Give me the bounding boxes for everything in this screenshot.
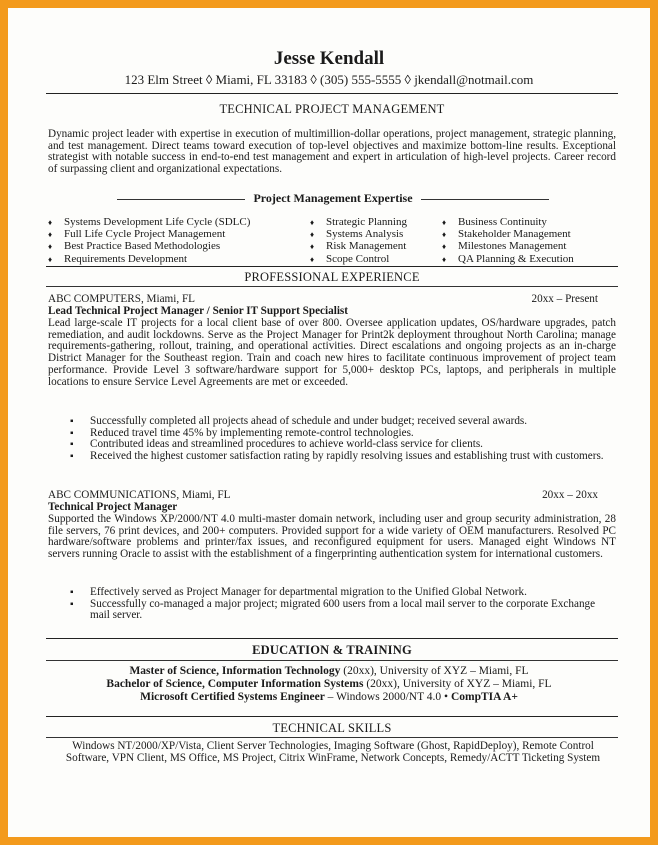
experience-rule-top: [46, 266, 618, 267]
job1-title: Lead Technical Project Manager / Senior IT Support Specialist: [48, 304, 349, 317]
expertise-right-rule: [421, 199, 549, 200]
job1-dates: 20xx – Present: [531, 293, 598, 305]
achievement-item: ▪ Received the highest customer satisfaction rating by rapidly resolving issues and establishing trust with customers.: [70, 451, 610, 463]
expertise-item: ♦ Systems Analysis: [310, 228, 407, 240]
expertise-item: ♦ Risk Management: [310, 240, 407, 252]
education-section-title: EDUCATION & TRAINING: [252, 643, 412, 657]
expertise-item: ♦ QA Planning & Execution: [442, 253, 574, 265]
skills-rule-top: [46, 716, 618, 717]
expertise-item: ♦ Business Continuity: [442, 216, 574, 228]
skills-rule-bottom: [46, 737, 618, 738]
experience-rule-bottom: [46, 286, 618, 287]
job1-company: ABC COMPUTERS, Miami, FL: [48, 293, 196, 305]
cert-comptia: CompTIA A+: [450, 691, 518, 703]
expertise-column-2: [310, 216, 407, 265]
achievement-item: ▪ Effectively served as Project Manager for departmental migration to the Unified Global Network.: [70, 587, 610, 599]
job1-header: [48, 294, 598, 317]
education-rule-top: [46, 638, 618, 639]
degree-bachelors: [8, 678, 650, 690]
job1-achievements: [70, 416, 610, 463]
certifications: [8, 691, 650, 703]
expertise-title-text: Project Management Expertise: [253, 191, 413, 205]
job2-achievements: [70, 587, 610, 622]
job1-description: Lead large-scale IT projects for a local client base of over 800. Oversee application updates, OS/hardware upgrades, patch remediation, and audit lockdowns. Serve as the Project Manager for Print2k deployment throughout North Carolina; manage requirements-gathering, rollout, training, and operational activities. Direct escalations and ongoing projects as an in-charge District Manager for the Southeast region. Train and coach new hires to facilitate continuous improvement of project team performance. Provide Level 3 software/hardware support for 5,000+ desktop PCs, laptops, and peripherals in multiple locations to ensure Service Level Agreements are met or exceeded.: [48, 317, 616, 388]
degree-masters-name: Master of Science, Information Technology: [129, 665, 341, 677]
headline: TECHNICAL PROJECT MANAGEMENT: [219, 102, 445, 116]
expertise-column-1: [48, 216, 250, 265]
expertise-item: ♦ Full Life Cycle Project Management: [48, 228, 250, 240]
resume-page: [8, 8, 650, 837]
expertise-item: ♦ Strategic Planning: [310, 216, 407, 228]
skills-text: Windows NT/2000/XP/Vista, Client Server Technologies, Imaging Software (Ghost, RapidDeploy), Remote Control Software, VPN Client, MS Office, MS Project, Citrix WinFrame, Network Concepts, Remedy/ACTT Ticketing System: [65, 740, 601, 764]
header-divider: [46, 93, 618, 94]
expertise-left-rule: [117, 199, 245, 200]
degree-bachelors-detail: (20xx), University of XYZ – Miami, FL: [363, 678, 552, 690]
job2-title: Technical Project Manager: [48, 500, 178, 513]
expertise-item: ♦ Requirements Development: [48, 253, 250, 265]
expertise-item: ♦ Systems Development Life Cycle (SDLC): [48, 216, 250, 228]
expertise-item: ♦ Milestones Management: [442, 240, 574, 252]
contact-line: 123 Elm Street ◊ Miami, FL 33183 ◊ (305) 555-5555 ◊ jkendall@notmail.com: [124, 72, 534, 87]
expertise-item: ♦ Scope Control: [310, 253, 407, 265]
degree-bachelors-name: Bachelor of Science, Computer Information Systems: [106, 678, 364, 690]
achievement-item: ▪ Successfully co-managed a major project; migrated 600 users from a local mail server to the corporate Exchange mail server.: [70, 599, 610, 622]
job2-header: [48, 490, 598, 513]
degree-masters-detail: (20xx), University of XYZ – Miami, FL: [340, 665, 529, 677]
job2-company: ABC COMMUNICATIONS, Miami, FL: [48, 489, 231, 501]
achievement-item: ▪ Contributed ideas and streamlined procedures to achieve world-class service for clients.: [70, 439, 610, 451]
expertise-item: ♦ Stakeholder Management: [442, 228, 574, 240]
expertise-title: [88, 191, 578, 206]
education-rule-bottom: [46, 660, 618, 661]
job2-description: Supported the Windows XP/2000/NT 4.0 multi-master domain network, including user and group security administration, 28 file servers, 76 print devices, and 200+ computers. Provided support for a wide variety of OEM manufacturers. Resolved PC hardware/software problems and printer/fax issues, and reconfigured equipment for users. Managed eight Windows NT servers running Oracle to assist with the establishment of a fingerprinting authentication system for international customers.: [48, 513, 616, 561]
candidate-name: Jesse Kendall: [273, 48, 385, 69]
job2-dates: 20xx – 20xx: [542, 489, 598, 501]
experience-section-title: PROFESSIONAL EXPERIENCE: [244, 270, 420, 284]
cert-mcse-detail: – Windows 2000/NT 4.0 •: [324, 691, 451, 703]
skills-section-title: TECHNICAL SKILLS: [272, 721, 392, 735]
degree-masters: [8, 665, 650, 677]
summary-paragraph: Dynamic project leader with expertise in execution of multimillion-dollar operations, project management, strategic planning, and test management. Direct teams toward execution of top-level objectives and maximize bottom-line results. Exceptional strategist with notable success in end-to-end test management and expert in articulation of high-level projects. Career record of surpassing client and organizational expectations.: [48, 128, 616, 176]
expertise-column-3: [442, 216, 574, 265]
achievement-item: ▪ Successfully completed all projects ahead of schedule and under budget; received several awards.: [70, 416, 610, 428]
expertise-item: ♦ Best Practice Based Methodologies: [48, 240, 250, 252]
achievement-item: ▪ Reduced travel time 45% by implementing remote-control technologies.: [70, 428, 610, 440]
cert-mcse: Microsoft Certified Systems Engineer: [140, 691, 325, 703]
